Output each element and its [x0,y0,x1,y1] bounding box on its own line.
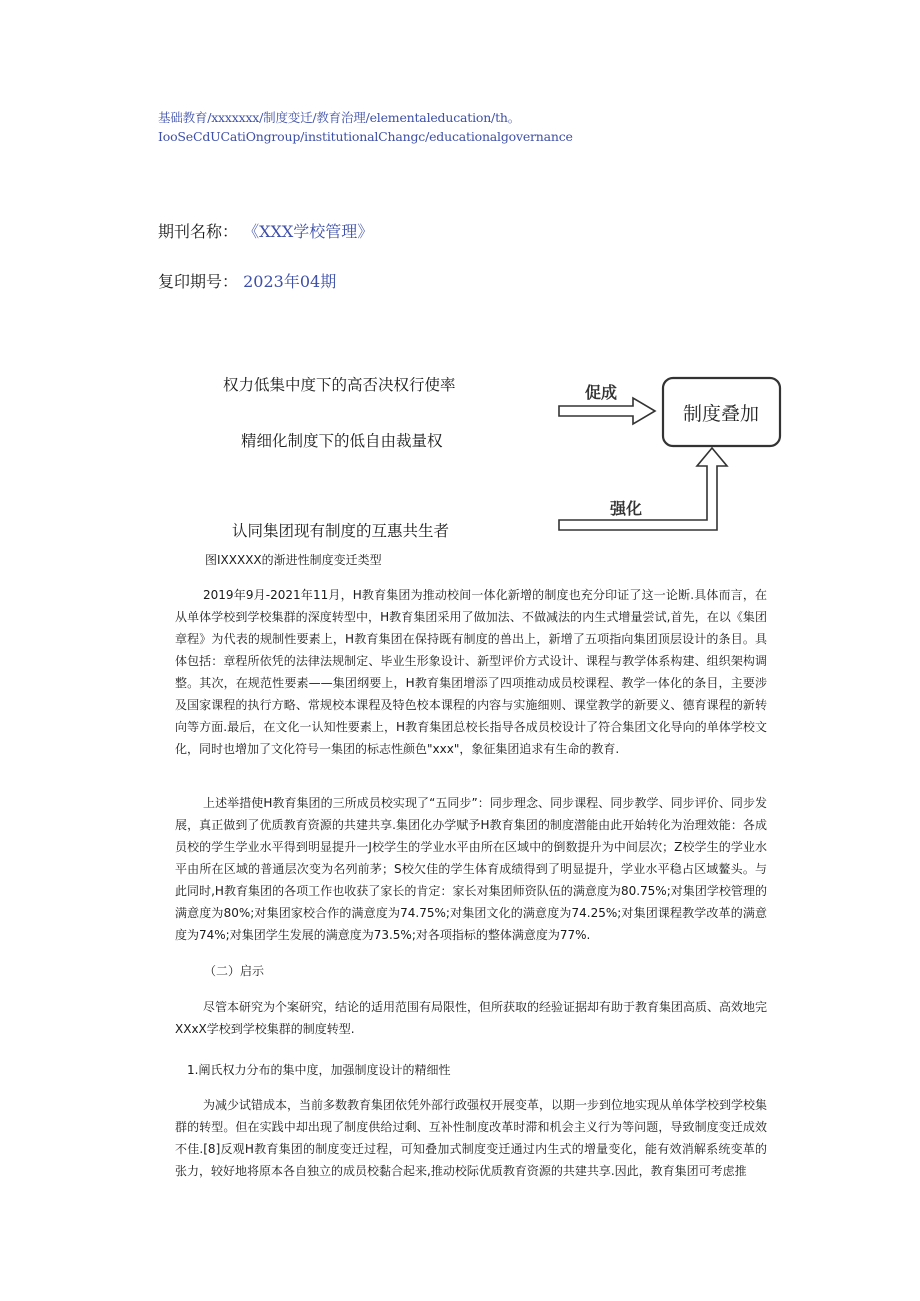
journal-issue-row [158,269,336,292]
figure-label-1: 权力低集中度下的高否决权行使率 [223,376,456,394]
paragraph-4 [175,1094,767,1182]
journal-issue-link[interactable]: 2023年04期 [243,272,337,291]
reinforce-arrow [559,448,727,530]
journal-issue-label: 复印期号： [158,272,239,291]
promote-label: 促成 [585,383,618,402]
figure-caption: 图IXXXXX的渐进性制度变迁类型 [205,553,382,567]
overlay-box-label: 制度叠加 [682,403,760,425]
paragraph-2-text: 上述举措使H教育集团的三所成员校实现了“五同步”：同步理念、同步课程、同步教学、同步评价、同步发展，真正做到了优质教育资源的共建共享.集团化办学赋予H教育集团的制度潜能由此开始转化为治理效能：各成员校的学生学业水平得到明显提升一J校学生的学业水平由所在区域中的倒数提升为中间层次；Z校学生的学业水平由所在区域的普通层次变为名列前茅；S校欠佳的学生体育成绩得到了明显提升，学业水平稳占区域鳌头。与此同时,H教育集团的各项工作也收获了家长的肯定：家长对集团师资队伍的满意度为80.75%;对集团学校管理的满意度为80%;对集团家校合作的满意度为74.75%;对集团文化的满意度为74.25%;对集团课程教学改革的满意度为74%;对集团学生发展的满意度为73.5%;对各项指标的整体满意度为77%. [175,796,767,942]
paragraph-3-text: 尽管本研究为个案研究，结论的适用范围有局限性，但所获取的经验证据却有助于教育集团高质、高效地完XXxX学校到学校集群的制度转型. [175,1000,768,1036]
keywords-line-2[interactable]: IooSeCdUCatiOngroup/institutionalChangc/educationalgovernance [158,129,573,144]
section-heading: （二）启示 [204,964,265,978]
paragraph-2 [175,792,767,946]
subsection-heading: 1.阐氏权力分布的集中度，加强制度设计的精细性 [187,1063,451,1077]
reinforce-label: 强化 [610,499,643,518]
figure-label-3: 认同集团现有制度的互惠共生者 [232,522,450,540]
keywords [158,108,758,146]
paragraph-1-text: 2019年9月-2021年11月，H教育集团为推动校间一体化新增的制度也充分印证了这一论断.具体而言，在从单体学校到学校集群的深度转型中，H教育集团采用了做加法、不做减法的内生式增量尝试,首先，在以《集团章程》为代表的规制性要素上，H教育集团在保持既有制度的兽出上，新增了五项指向集团顶层设计的条目。具体包括：章程所依凭的法律法规制定、毕业生形象设计、新型评价方式设计、课程与教学体系构建、组织架构调整。其次，在规范性要素——集团纲要上，H教育集团增添了四项推动成员校课程、教学一体化的条目，主要涉及国家课程的执行方略、常规校本课程及特色校本课程的内容与实施细则、课堂教学的新要义、德育课程的新转向等方面.最后，在文化一认知性要素上，H教育集团总校长指导各成员校设计了符合集团文化导向的单体学校文化，同时也增加了文化符号一集团的标志性颜色"xxx"，象征集团追求有生命的教育. [175,588,767,756]
paragraph-4-text: 为减少试错成本，当前多数教育集团依凭外部行政强权开展变革，以期一步到位地实现从单体学校到学校集群的转型。但在实践中却出现了制度供给过剩、互补性制度改革时滞和机会主义行为等问题，导致制度变迁成效不佳.[8]反观H教育集团的制度变迁过程，可知叠加式制度变迁通过内生式的增量变化，能有效消解系统变革的张力，较好地将原本各自独立的成员校黏合起来,推动校际优质教育资源的共建共享.因此，教育集团可考虑推 [175,1098,768,1178]
institutional-change-diagram [555,370,790,542]
paragraph-1 [175,584,767,760]
paragraph-3 [175,996,767,1040]
journal-name-row [158,219,373,242]
keywords-line-1[interactable]: 基础教育/xxxxxxx/制度变迁/教育治理/elementaleducation/th。 [158,110,521,125]
figure-label-2: 精细化制度下的低自由裁量权 [241,432,443,450]
journal-name-link[interactable]: 《XXX学校管理》 [243,222,374,241]
journal-name-label: 期刊名称： [158,222,239,241]
